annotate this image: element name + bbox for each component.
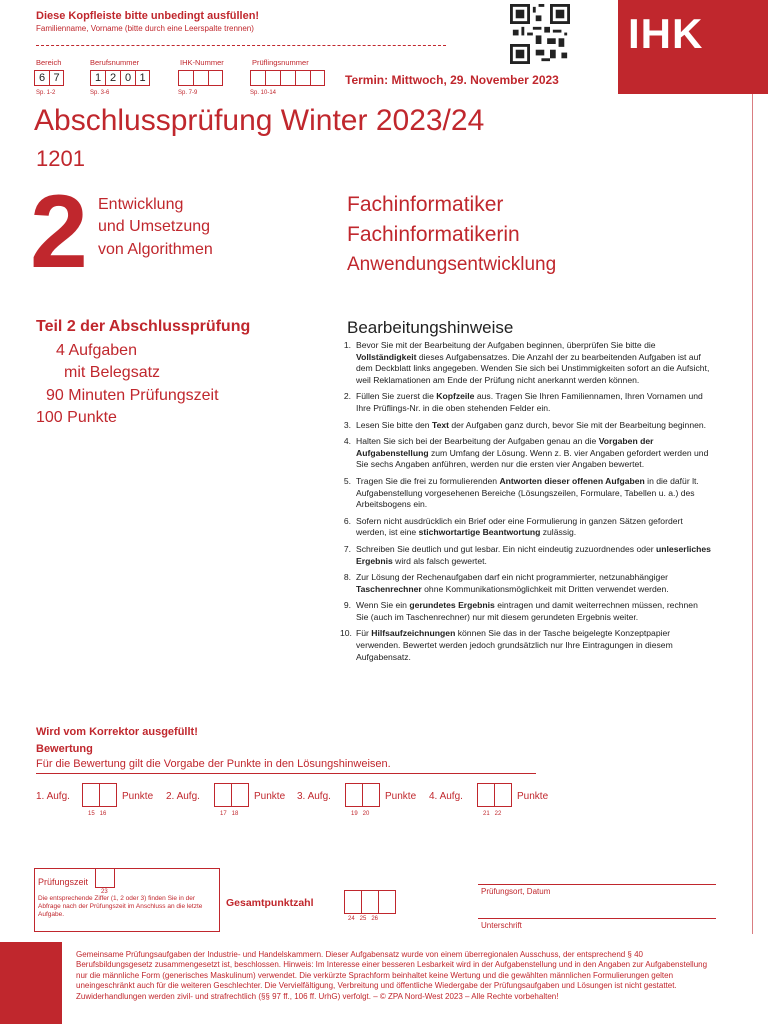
hinweis-number: 9. (343, 600, 351, 611)
teil-line: mit Belegsatz (64, 364, 161, 382)
teil-details (36, 340, 219, 430)
aufgabe-label: 4. Aufg. (429, 791, 463, 802)
hinweis-text (356, 516, 712, 539)
gesamtpunktzahl-boxes[interactable] (344, 890, 396, 919)
hinweis-text-pre: Schreiben Sie deutlich und gut lesbar. Ein nicht eindeutig zuzuordnendes oder (356, 543, 657, 554)
hinweis-text-pre: Wenn Sie ein (356, 600, 410, 611)
bewertung-rule (36, 773, 536, 774)
hinweis-text-post: können Sie das in der Tasche beigelegte Konzeptpapier verwenden. Bewertet werden jedoch grundsätzlich nur Ihre Eintragungen in diesem Aufgabensatz. (356, 628, 673, 662)
teil-line: 90 Minuten Prüfungszeit (46, 386, 219, 404)
ihk-label: IHK-Nummer (180, 58, 224, 67)
pruefungsort-line[interactable] (478, 884, 716, 885)
hinweis-text-post: der Aufgaben ganz durch, bevor Sie mit der Bearbeitung beginnen. (449, 419, 707, 430)
hinweis-number: 2. (343, 391, 351, 402)
exam-title: Abschlussprüfung Winter 2023/24 (34, 104, 485, 137)
hinweis-text-bold: Kopfzeile (436, 391, 475, 402)
pruef-digit (280, 70, 295, 86)
hinweis-text (356, 436, 712, 471)
beruf-label: Berufsnummer (90, 58, 140, 67)
pruefungszeit-input[interactable] (95, 868, 115, 888)
hinweise-title: Bearbeitungshinweise (347, 318, 514, 337)
pruefungsort-label: Prüfungsort, Datum (481, 887, 551, 896)
ihk-logo: IHK (628, 10, 704, 57)
hinweise-list (340, 340, 712, 668)
hinweis-number: 5. (343, 475, 351, 486)
footer-stripe (0, 942, 62, 1024)
sp-label: Sp. 7-9 (178, 90, 198, 96)
hinweis-text-pre: Halten Sie sich bei der Bearbeitung der Aufgaben genau an die (356, 436, 599, 447)
points-boxes[interactable] (214, 783, 249, 812)
ihk-digit (208, 70, 223, 86)
hinweis-number: 8. (343, 572, 351, 583)
column-numbers: 19 20 (351, 811, 370, 817)
hinweis-item (340, 572, 712, 595)
part-title-line: Entwicklung (98, 196, 184, 213)
bereich-digit: 6 (34, 70, 49, 86)
hinweis-item (340, 420, 712, 432)
beruf-boxes[interactable] (90, 70, 150, 86)
header-title: Diese Kopfleiste bitte unbedingt ausfüllen! (36, 10, 260, 22)
unterschrift-label: Unterschrift (481, 921, 522, 930)
hinweis-item (340, 544, 712, 567)
ihk-digit (193, 70, 208, 86)
footer-text: Gemeinsame Prüfungsaufgaben der Industrie- und Handelskammern. Dieser Aufgabensatz wurde von einem überregionalen Ausschuss, der entsprechend § 40 Berufsbildungsgesetz zusammengesetzt ist, beschlossen. Hinweis: Im Interesse einer besseren Lesbarkeit wird in der Aufgabenstellung und in den Angaben zur Aufgabenstellung nur die männliche Form (generisches Maskulinum) verwendet. Die verkürzte Sprachform beinhaltet keine Wertung und die gewählten männlichen Formulierungen gelten uneingeschränkt auch für die weiteren Geschlechter. Die Vervielfältigung, Verbreitung und öffentliche Wiedergabe der Prüfungsaufgaben und Lösungen ist nicht gestattet. Zuwiderhandlungen werden zivil- und strafrechtlich (§§ 97 ff., 106 ff. UrhG) verfolgt. – © ZPA Nord-West 2023 – Alle Rechte vorbehalten! (76, 950, 708, 1001)
hinweis-text-post: eintragen und damit weiterrechnen müssen, rechnen Sie (auch im Taschenrechner) nur mit diesem gerundeten Ergebnis weiter. (356, 600, 698, 622)
points-boxes[interactable] (82, 783, 117, 812)
beruf-digit: 1 (135, 70, 150, 86)
hinweis-text-pre: Für (356, 628, 372, 639)
ihk-digit (178, 70, 193, 86)
hinweis-text (356, 600, 712, 623)
hinweis-text-bold: Taschenrechner (356, 583, 422, 594)
beruf-digit: 2 (105, 70, 120, 86)
pruefungszeit-label: Prüfungszeit (38, 877, 89, 887)
part-title (98, 194, 213, 261)
right-border-line (752, 94, 753, 934)
hinweis-text (356, 476, 712, 511)
hinweis-text-pre: Tragen Sie die frei zu formulierenden (356, 475, 500, 486)
part-title-line: von Algorithmen (98, 240, 213, 258)
profession-line: Fachinformatikerin (347, 223, 520, 247)
teil-line: 4 Aufgaben (56, 342, 137, 359)
pruef-boxes[interactable] (250, 70, 325, 86)
bewertung-subtitle: Für die Bewertung gilt die Vorgabe der Punkte in den Lösungshinweisen. (36, 758, 391, 770)
hinweis-text-bold: gerundetes Ergebnis (409, 600, 495, 611)
hinweis-item (340, 476, 712, 511)
hinweis-text (356, 544, 712, 567)
part-number: 2 (30, 174, 88, 290)
hinweis-item (340, 436, 712, 471)
punkte-label: Punkte (122, 791, 154, 802)
pruef-digit (250, 70, 265, 86)
beruf-digit: 0 (120, 70, 135, 86)
bereich-boxes[interactable] (34, 70, 64, 86)
gesamtpunktzahl-label: Gesamtpunktzahl (226, 897, 314, 909)
hinweis-text-bold: Hilfsaufzeichnungen (371, 628, 456, 639)
hinweis-text (356, 340, 712, 386)
hinweis-text-pre: Sofern nicht ausdrücklich ein Brief oder eine Formulierung in ganzen Sätzen gefordert werden, ist eine (356, 515, 683, 538)
hinweis-text-bold: Text (431, 419, 450, 430)
part-title-line: und Umsetzung (98, 218, 211, 236)
hinweis-number: 3. (343, 419, 351, 430)
hinweis-item (340, 516, 712, 539)
ihk-boxes[interactable] (178, 70, 223, 86)
bewertung-title: Bewertung (36, 743, 93, 755)
aufgabe-label: 1. Aufg. (36, 791, 70, 802)
hinweis-text-post: wird als falsch gewertet. (392, 555, 487, 566)
hinweis-text-pre: Lesen Sie bitte den (356, 419, 432, 430)
hinweis-text-bold: Vorgaben der Aufgabenstellung (356, 436, 654, 458)
bereich-digit: 7 (49, 70, 64, 86)
header-subtitle: Familienname, Vorname (bitte durch eine Leerspalte trennen) (36, 24, 254, 33)
hinweis-text-post: zulässig. (540, 527, 577, 538)
sp-label: Sp. 3-6 (90, 90, 110, 96)
hinweis-number: 4. (343, 436, 351, 447)
hinweis-text-pre: Zur Lösung der Rechenaufgaben darf ein nicht programmierter, netzunabhängiger (356, 572, 668, 583)
teil-line: 100 Punkte (36, 409, 117, 427)
sp-label: Sp. 1-2 (36, 90, 56, 96)
column-numbers: 21 22 (483, 811, 502, 817)
column-numbers: 15 16 (88, 811, 107, 817)
exam-date: Termin: Mittwoch, 29. November 2023 (345, 73, 559, 87)
hinweis-item (340, 391, 712, 414)
aufgabe-label: 3. Aufg. (297, 791, 331, 802)
hinweis-text-bold: unleserliches Ergebnis (356, 543, 711, 566)
hinweis-text-bold: stichwortartige Beantwortung (418, 527, 541, 538)
punkte-label: Punkte (385, 791, 417, 802)
hinweis-number: 6. (343, 515, 351, 526)
column-numbers: 17 18 (220, 811, 239, 817)
beruf-digit: 1 (90, 70, 105, 86)
profession-line: Fachinformatiker (347, 193, 504, 216)
punkte-label: Punkte (254, 791, 286, 802)
pruefungszeit-note: Die entsprechende Ziffer (1, 2 oder 3) finden Sie in der Abfrage nach der Prüfungszeit im Anschluss an die letzte Aufgabe. (38, 895, 203, 918)
bereich-label: Bereich (36, 58, 62, 67)
teil-title: Teil 2 der Abschlussprüfung (36, 318, 251, 335)
hinweis-text (356, 572, 712, 595)
unterschrift-line[interactable] (478, 918, 716, 919)
hinweis-text-pre: Füllen Sie zuerst die (356, 391, 437, 402)
hinweis-text-post: dieses Aufgabensatzes. Die Anzahl der zu bearbeitenden Aufgaben ist auf dem Deckblatt links angegeben. Wenden Sie sich bei Unstimmigkeiten sofort an die Aufsicht, weil Reklamationen am Ende der Prüfung nicht anerkannt werden können. (356, 351, 710, 385)
qr-code-icon (510, 4, 570, 64)
pruef-label: Prüflingsnummer (252, 58, 309, 67)
punkte-label: Punkte (517, 791, 549, 802)
hinweis-text-post: ohne Kommunikationsmöglichkeit mit Dritten verwendet werden. (421, 583, 669, 594)
column-numbers: 24 25 26 (348, 916, 379, 922)
sp-label: Sp. 10-14 (250, 90, 277, 96)
points-boxes[interactable] (345, 783, 380, 812)
hinweis-text (356, 628, 712, 663)
aufgabe-label: 2. Aufg. (166, 791, 200, 802)
hinweis-number: 10. (340, 628, 352, 639)
hinweis-text-bold: Antworten dieser offenen Aufgaben (499, 475, 645, 486)
pruef-digit (265, 70, 280, 86)
name-field-line[interactable] (36, 45, 446, 46)
hinweis-number: 1. (343, 340, 351, 350)
exam-code: 1201 (36, 146, 85, 171)
profession-line: Anwendungsentwicklung (347, 253, 557, 275)
column-number: 23 (101, 889, 108, 895)
hinweis-text-bold: Vollständigkeit (356, 351, 417, 362)
pruef-digit (310, 70, 325, 86)
points-boxes[interactable] (477, 783, 512, 812)
hinweis-item (340, 600, 712, 623)
pruef-digit (295, 70, 310, 86)
hinweis-text (356, 420, 706, 432)
hinweis-text-post: in die dafür lt. Aufgabenstellung vorgesehenen Bereiche (Lösungszeilen, Formulare, Tabellen u. a.) des Arbeitsbogens ein. (356, 475, 699, 510)
hinweis-text-pre: Bevor Sie mit der Bearbeitung der Aufgaben beginnen, überprüfen Sie bitte die (356, 340, 656, 350)
hinweis-item (340, 340, 712, 386)
hinweis-text-post: aus. Tragen Sie Ihren Familiennamen, Ihren Vornamen und Ihre Prüflings-Nr. in die oben stehenden Felder ein. (356, 391, 703, 413)
profession (347, 190, 556, 278)
hinweis-item (340, 628, 712, 663)
hinweis-text-post: zum Umfang der Lösung. Wenn z. B. vier Angaben gefordert werden und Sie sechs Angaben anführen, werden nur die ersten vier Angaben bewertet. (356, 447, 709, 470)
hinweis-text (356, 391, 712, 414)
hinweis-number: 7. (343, 543, 351, 554)
korrektor-title: Wird vom Korrektor ausgefüllt! (36, 726, 198, 738)
